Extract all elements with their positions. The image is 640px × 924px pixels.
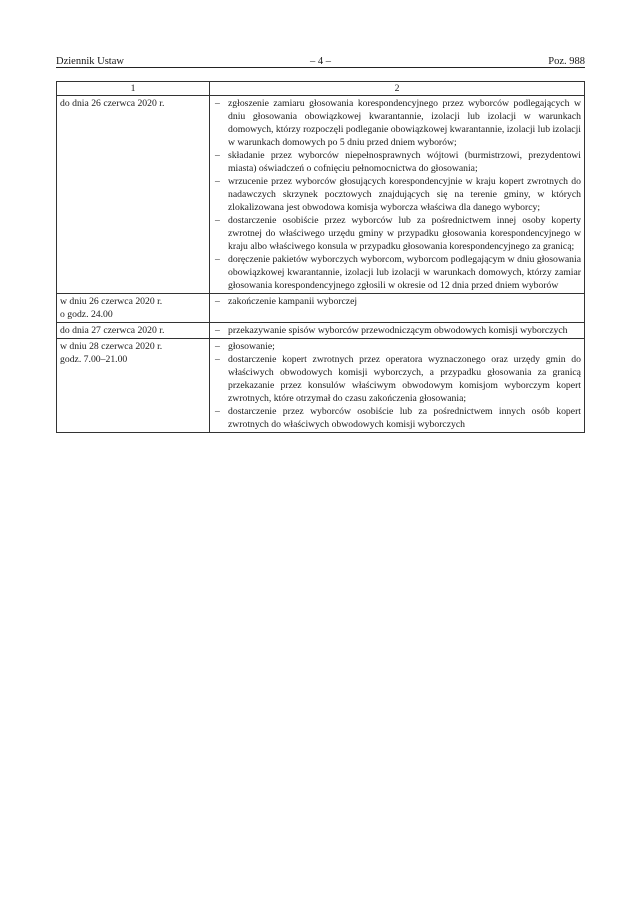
date-cell bbox=[57, 339, 210, 433]
list-item: – zakończenie kampanii wyborczej bbox=[213, 295, 581, 308]
column-header-1: 1 bbox=[57, 82, 210, 96]
list-item: – dostarczenie kopert zwrotnych przez operatora wyznaczonego oraz urzędy gmin do właściwych obwodowych komisji wyborczych, a przypadku głosowania za granicą przekazanie przez konsulów właściwym obwodowym komisjom wyborczym kopert zwrotnych, które otrzymał do czasu zakończenia głosowania; bbox=[213, 353, 581, 405]
header-rule bbox=[56, 67, 585, 68]
actions-cell bbox=[210, 96, 585, 294]
date-line: w dniu 26 czerwca 2020 r. bbox=[60, 296, 163, 307]
list-item: – głosowanie; bbox=[213, 340, 581, 353]
actions-cell bbox=[210, 294, 585, 323]
election-schedule-table bbox=[56, 81, 585, 433]
table-row bbox=[57, 294, 585, 323]
time-line: o godz. 24.00 bbox=[60, 309, 113, 320]
date-line: w dniu 28 czerwca 2020 r. bbox=[60, 341, 163, 352]
date-cell bbox=[57, 323, 210, 339]
journal-title: Dziennik Ustaw bbox=[56, 56, 124, 67]
date-cell bbox=[57, 96, 210, 294]
table-row bbox=[57, 96, 585, 294]
actions-cell bbox=[210, 323, 585, 339]
date-cell bbox=[57, 294, 210, 323]
page-number: – 4 – bbox=[310, 56, 331, 67]
list-item: – dostarczenie przez wyborców osobiście lub za pośrednictwem innych osób kopert zwrotnych do właściwych obwodowych komisji wyborczych bbox=[213, 405, 581, 431]
list-item: – doręczenie pakietów wyborczych wyborcom, wyborcom podlegającym w dniu głosowania obowiązkowej kwarantannie, izolacji lub izolacji w warunkach domowych, którzy zamiar głosowania korespondencyjnego zgłosili w okresie od 12 dnia przed dniem wyborów bbox=[213, 253, 581, 292]
date-line: do dnia 26 czerwca 2020 r. bbox=[60, 98, 165, 109]
list-item: – przekazywanie spisów wyborców przewodniczącym obwodowych komisji wyborczych bbox=[213, 324, 581, 337]
time-line: godz. 7.00–21.00 bbox=[60, 354, 128, 365]
list-item: – dostarczenie osobiście przez wyborców lub za pośrednictwem innej osoby koperty zwrotnej do właściwego urzędu gminy w przypadku głosowania korespondencyjnego w kraju albo właściwego konsula w przypadku głosowania korespondencyjnego za granicą; bbox=[213, 214, 581, 253]
column-header-row bbox=[57, 82, 585, 96]
table-row bbox=[57, 339, 585, 433]
list-item: – zgłoszenie zamiaru głosowania korespondencyjnego przez wyborców podlegających w dniu głosowania obowiązkowej kwarantannie, izolacji lub izolacji w warunkach domowych, którzy rozpoczęli podleganie obowiązkowej kwarantannie, izolacji lub izolacji w warunkach domowych po 5 dniu przed dniem wyborów; bbox=[213, 97, 581, 149]
column-header-2: 2 bbox=[210, 82, 585, 96]
position-number: Poz. 988 bbox=[548, 56, 585, 67]
list-item: – wrzucenie przez wyborców głosujących korespondencyjnie w kraju kopert zwrotnych do nadawczych skrzynek pocztowych znajdujących się na terenie gminy, w których zlokalizowana jest obwodowa komisja wyborcza właściwa dla danego wyborcy; bbox=[213, 175, 581, 214]
table-row bbox=[57, 323, 585, 339]
actions-cell bbox=[210, 339, 585, 433]
date-line: do dnia 27 czerwca 2020 r. bbox=[60, 325, 165, 336]
list-item: – składanie przez wyborców niepełnosprawnych wójtowi (burmistrzowi, prezydentowi miasta) oświadczeń o cofnięciu pełnomocnictwa do głosowania; bbox=[213, 149, 581, 175]
